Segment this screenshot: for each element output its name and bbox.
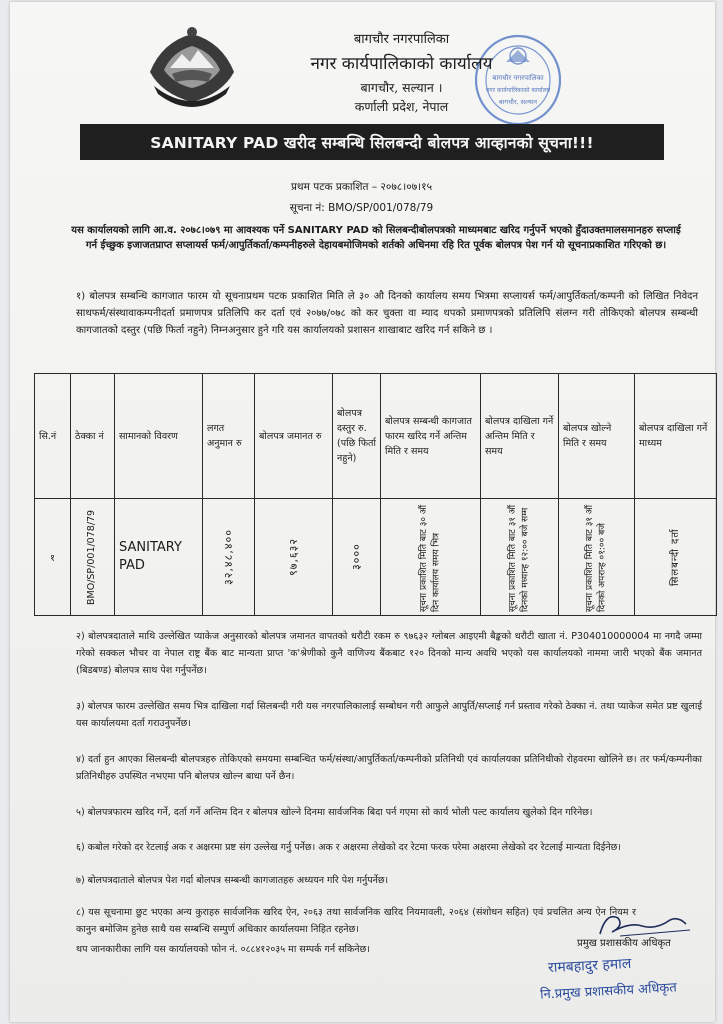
signatory-title: प्रमुख प्रशासकीय अधिकृत (577, 938, 671, 949)
col-header-submission: बोलपत्र दाखिला गर्ने अन्तिम मिति र समय (481, 374, 559, 499)
province-name: कर्णाली प्रदेश, नेपाल (354, 99, 449, 114)
svg-text:बागचौर नगरपालिका: बागचौर नगरपालिका (492, 74, 544, 82)
published-date: प्रथम पटक प्रकाशित – २०७८।०७।१५ (290, 181, 433, 193)
office-name: नगर कार्यपालिकाको कार्यालय (310, 54, 493, 74)
col-header-item: सामानको विवरण (115, 374, 203, 499)
svg-text:नगर कार्यपालिकाको कार्यालय: नगर कार्यपालिकाको कार्यालय (485, 87, 551, 94)
medium-text: सिलबन्दी दर्ता (669, 528, 681, 586)
fee-text: ३००० (350, 543, 363, 571)
cell-estimate (203, 499, 255, 616)
signatory-designation-stamp: नि.प्रमुख प्रशासकीय अधिकृत (539, 980, 678, 1003)
table-header-row (35, 374, 717, 499)
municipality-name: बागचौर नगरपालिका (353, 32, 450, 47)
svg-text:बागचौर, सल्यान: बागचौर, सल्यान (498, 98, 538, 106)
col-header-sn: सि.नं (35, 374, 71, 499)
intro-paragraph: यस कार्यालयको लागि आ.व. २०७८।०७९ मा आवश्यक पर्ने SANITARY PAD को सिलबन्दीबोलपत्रको माध्यमबाट खरिद गर्नुपर्ने भएको हुँदाउक्तमालसमानहरु सप्लाई गर्न ईच्छुक इजाजतप्राप्त सप्लायर्स फर्म/आपुर्तिकर्ता/कम्पनीहरुले देहायबमोजिमको शर्तको अधिनमा रहि रित पूर्वक बोलपत्र पेश गर्न यो सूचनाप्रकाशित गरिएको छ। (71, 225, 681, 251)
contact-info: थप जानकारीका लागि यस कार्यालयको फोन नं. ०८८४१२०३५ मा सम्पर्क गर्न सकिनेछ। (76, 944, 370, 955)
estimate-text: ३२,४८,४०० (222, 528, 235, 586)
condition-5: ५) बोलपत्रफारम खरिद गर्ने, दर्ता गर्ने अन्तिम दिन र बोलपत्र खोल्ने दिनमा सार्वजनिक बिदा पर्न गएमा सो कार्य भोली पल्ट कार्यालय खुलेको दिन गरिनेछ। (76, 807, 593, 818)
cell-contract-no (71, 499, 115, 616)
condition-4: ४) दर्ता हुन आएका सिलबन्दी बोलपत्रहरु तोकिएको समयमा सम्बन्धित फर्म/संस्था/आपुर्तिकर्ता/कम्पनीको प्रतिनिधी एवं कार्यालयका प्रतिनिधीको रोहवरमा खोलिने छ। तर फर्म/कम्पनीका प्रतिनिधीहरु उपस्थित नभएमा पनि बोलपत्र खोल्न बाधा पर्ने छैन। (76, 754, 702, 782)
col-header-medium: बोलपत्र दाखिला गर्ने माध्यम (635, 374, 717, 499)
notice-number: सूचना नं: BMO/SP/001/078/79 (289, 202, 434, 214)
notice-title-banner: SANITARY PAD खरीद सम्बन्धि सिलबन्दी बोलपत्र आव्हानको सूचना!!! (80, 124, 664, 160)
office-address: बागचौर, सल्यान । (360, 80, 443, 95)
opening-text: सूचना प्रकाशित मिति बाट ३१ औं दिनको अपरान्ह ०१:०० बजे (585, 504, 608, 612)
cell-fee (333, 499, 381, 616)
condition-7: ७) बोलपत्रदाताले बोलपत्र पेश गर्दा बोलपत्र सम्बन्धी कागजातहरु अध्ययन गरि पेश गर्नुपर्नेछ। (76, 875, 389, 886)
cell-submission-deadline (481, 499, 559, 616)
condition-2: २) बोलपत्रदाताले माथि उल्लेखित प्याकेज अनुसारको बोलपत्र जमानत वापतको धरौटी रकम रु ९७६३२ ग्लोबल आइएमी बैङ्कको धरौटी खाता नं. P304010000004 मा नगदै जम्मा गरेको सक्कल भौचर वा नेपाल राष्ट्र बैंक बाट मान्यता प्राप्त 'क'श्रेणीको कुनै वाणिज्य बैंकबाट १२० दिनको मान्य अवधि भएको यस कार्यालयको नाममा जारी भएको बैंक जमानत (बिडबण्ड) बोलपत्र साथ पेश गर्नुपर्नेछ। (76, 631, 702, 676)
condition-8: ८) यस सूचनामा छुट भएका अन्य कुराहरु सार्वजनिक खरिद ऐन, २०६३ तथा सार्वजनिक खरिद नियमावली, २०६४ (संशोधन सहित) एवं प्रचलित अन्य ऐन नियम र कानुन बमोजिम हुनेछ साथै यस सम्बन्धि सम्पुर्ण अधिकार कार्यालयमा निहित रहनेछ। (76, 907, 636, 935)
col-header-fee: बोलपत्र दस्तुर रु. (पछि फिर्ता नहुने) (333, 374, 381, 499)
condition-6: ६) कबोल गरेको दर रेटलाई अक र अक्षरमा प्रष्ट संग उल्लेख गर्नु पर्नेछ। अक र अक्षरमा लेखेको दर रेटमा फरक परेमा अक्षरमा लेखेको दर रेटलाई मान्यता दिईनेछ। (76, 842, 621, 853)
bid-details-table (34, 373, 717, 616)
cell-medium (635, 499, 717, 616)
table-row (35, 499, 717, 616)
security-text: ९७,६३२ (287, 537, 300, 577)
cell-purchase-deadline (381, 499, 481, 616)
col-header-security: बोलपत्र जमानत रु (255, 374, 333, 499)
condition-3: ३) बोलपत्र फारम उल्लेखित समय भित्र दाखिला गर्दा सिलबन्दी गरी यस नगरपालिकालाई सम्बोधन गरी आफुले आपुर्ति/सप्लाई गर्न प्रस्ताव गरेको ठेक्का नं. तथा प्याकेज समेत प्रष्ट खुलाई यस कार्यालयमा दर्ता गराउनुपर्नेछ। (76, 701, 702, 729)
contract-no-text: BMO/SP/001/078/79 (86, 509, 98, 605)
signatory-name-stamp: रामबहादुर हमाल (547, 955, 632, 977)
purchase-deadline-text: सूचना प्रकाशित मिति बाट ३० औं दिन कार्यालय समय भित्र (419, 504, 442, 612)
col-header-opening: बोलपत्र खोल्ने मिति र समय (559, 374, 635, 499)
cell-opening (559, 499, 635, 616)
cell-sn: १ (35, 499, 71, 616)
col-header-estimate: लगत अनुमान रु (203, 374, 255, 499)
condition-1: १) बोलपत्र सम्बन्धि कागजात फारम यो सूचनाप्रथम पटक प्रकाशित मिति ले ३० औ दिनको कार्यालय समय भित्रमा सप्लायर्स फर्म/आपुर्तिकर्ता/कम्पनी को लिखित निवेदन साथफर्म/संस्थावाकम्पनीदर्ता प्रमाणपत्र प्रतिलिपि कर दर्ता एवं २०७७/०७८ को कर चुक्ता वा म्याद थपको प्रमाणपत्रको प्रतिलिपि संलग्न गरी तोकिएको बोलपत्र सम्बन्धी कागजातको दस्तुर (पछि फिर्ता नहुने) निम्नअनुसार हुने गरि यस कार्यालयको प्रशासन शाखाबाट खरिद गर्न सकिने छ । (76, 291, 698, 336)
col-header-contract: ठेक्का नं (71, 374, 115, 499)
cell-item: SANITARY PAD (115, 499, 203, 616)
col-header-purchase-deadline: बोलपत्र सम्बन्धी कागजात फारम खरिद गर्ने अन्तिम मिति र समय (381, 374, 481, 499)
cell-security (255, 499, 333, 616)
submission-deadline-text: सूचना प्रकाशित मिति बाट ३१ औं दिनको मध्यान्ह १२:०० बजे सम्म (508, 504, 531, 612)
